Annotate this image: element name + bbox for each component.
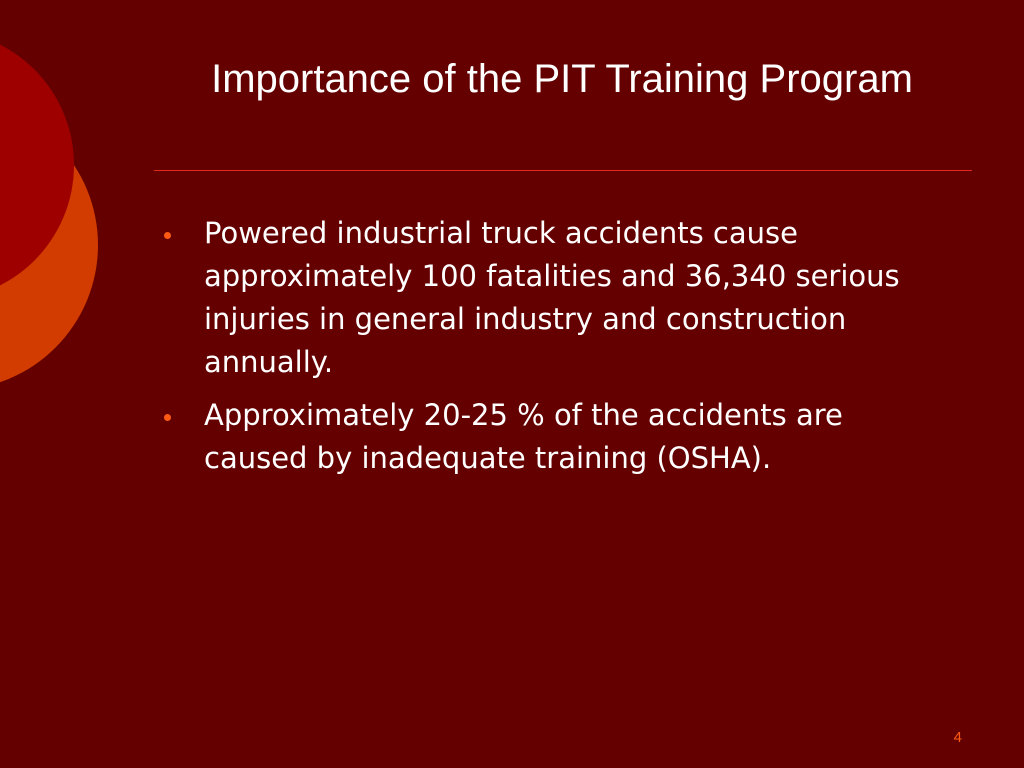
bullet-text: Approximately 20-25 % of the accidents are caused by inadequate training (OSHA).: [204, 398, 843, 475]
bullet-dot-icon: [164, 232, 171, 239]
bullet-text: Powered industrial truck accidents cause approximately 100 fatalities and 36,340 serious injuries in general industry and construction annually.: [204, 216, 900, 379]
slide-title: Importance of the PIT Training Program: [211, 57, 913, 101]
page-number: 4: [953, 729, 962, 746]
bullet-item: [164, 394, 944, 480]
title-divider: [154, 170, 972, 171]
bullet-dot-icon: [164, 414, 171, 421]
bullet-item: [164, 212, 944, 384]
bullet-list: [164, 212, 944, 490]
